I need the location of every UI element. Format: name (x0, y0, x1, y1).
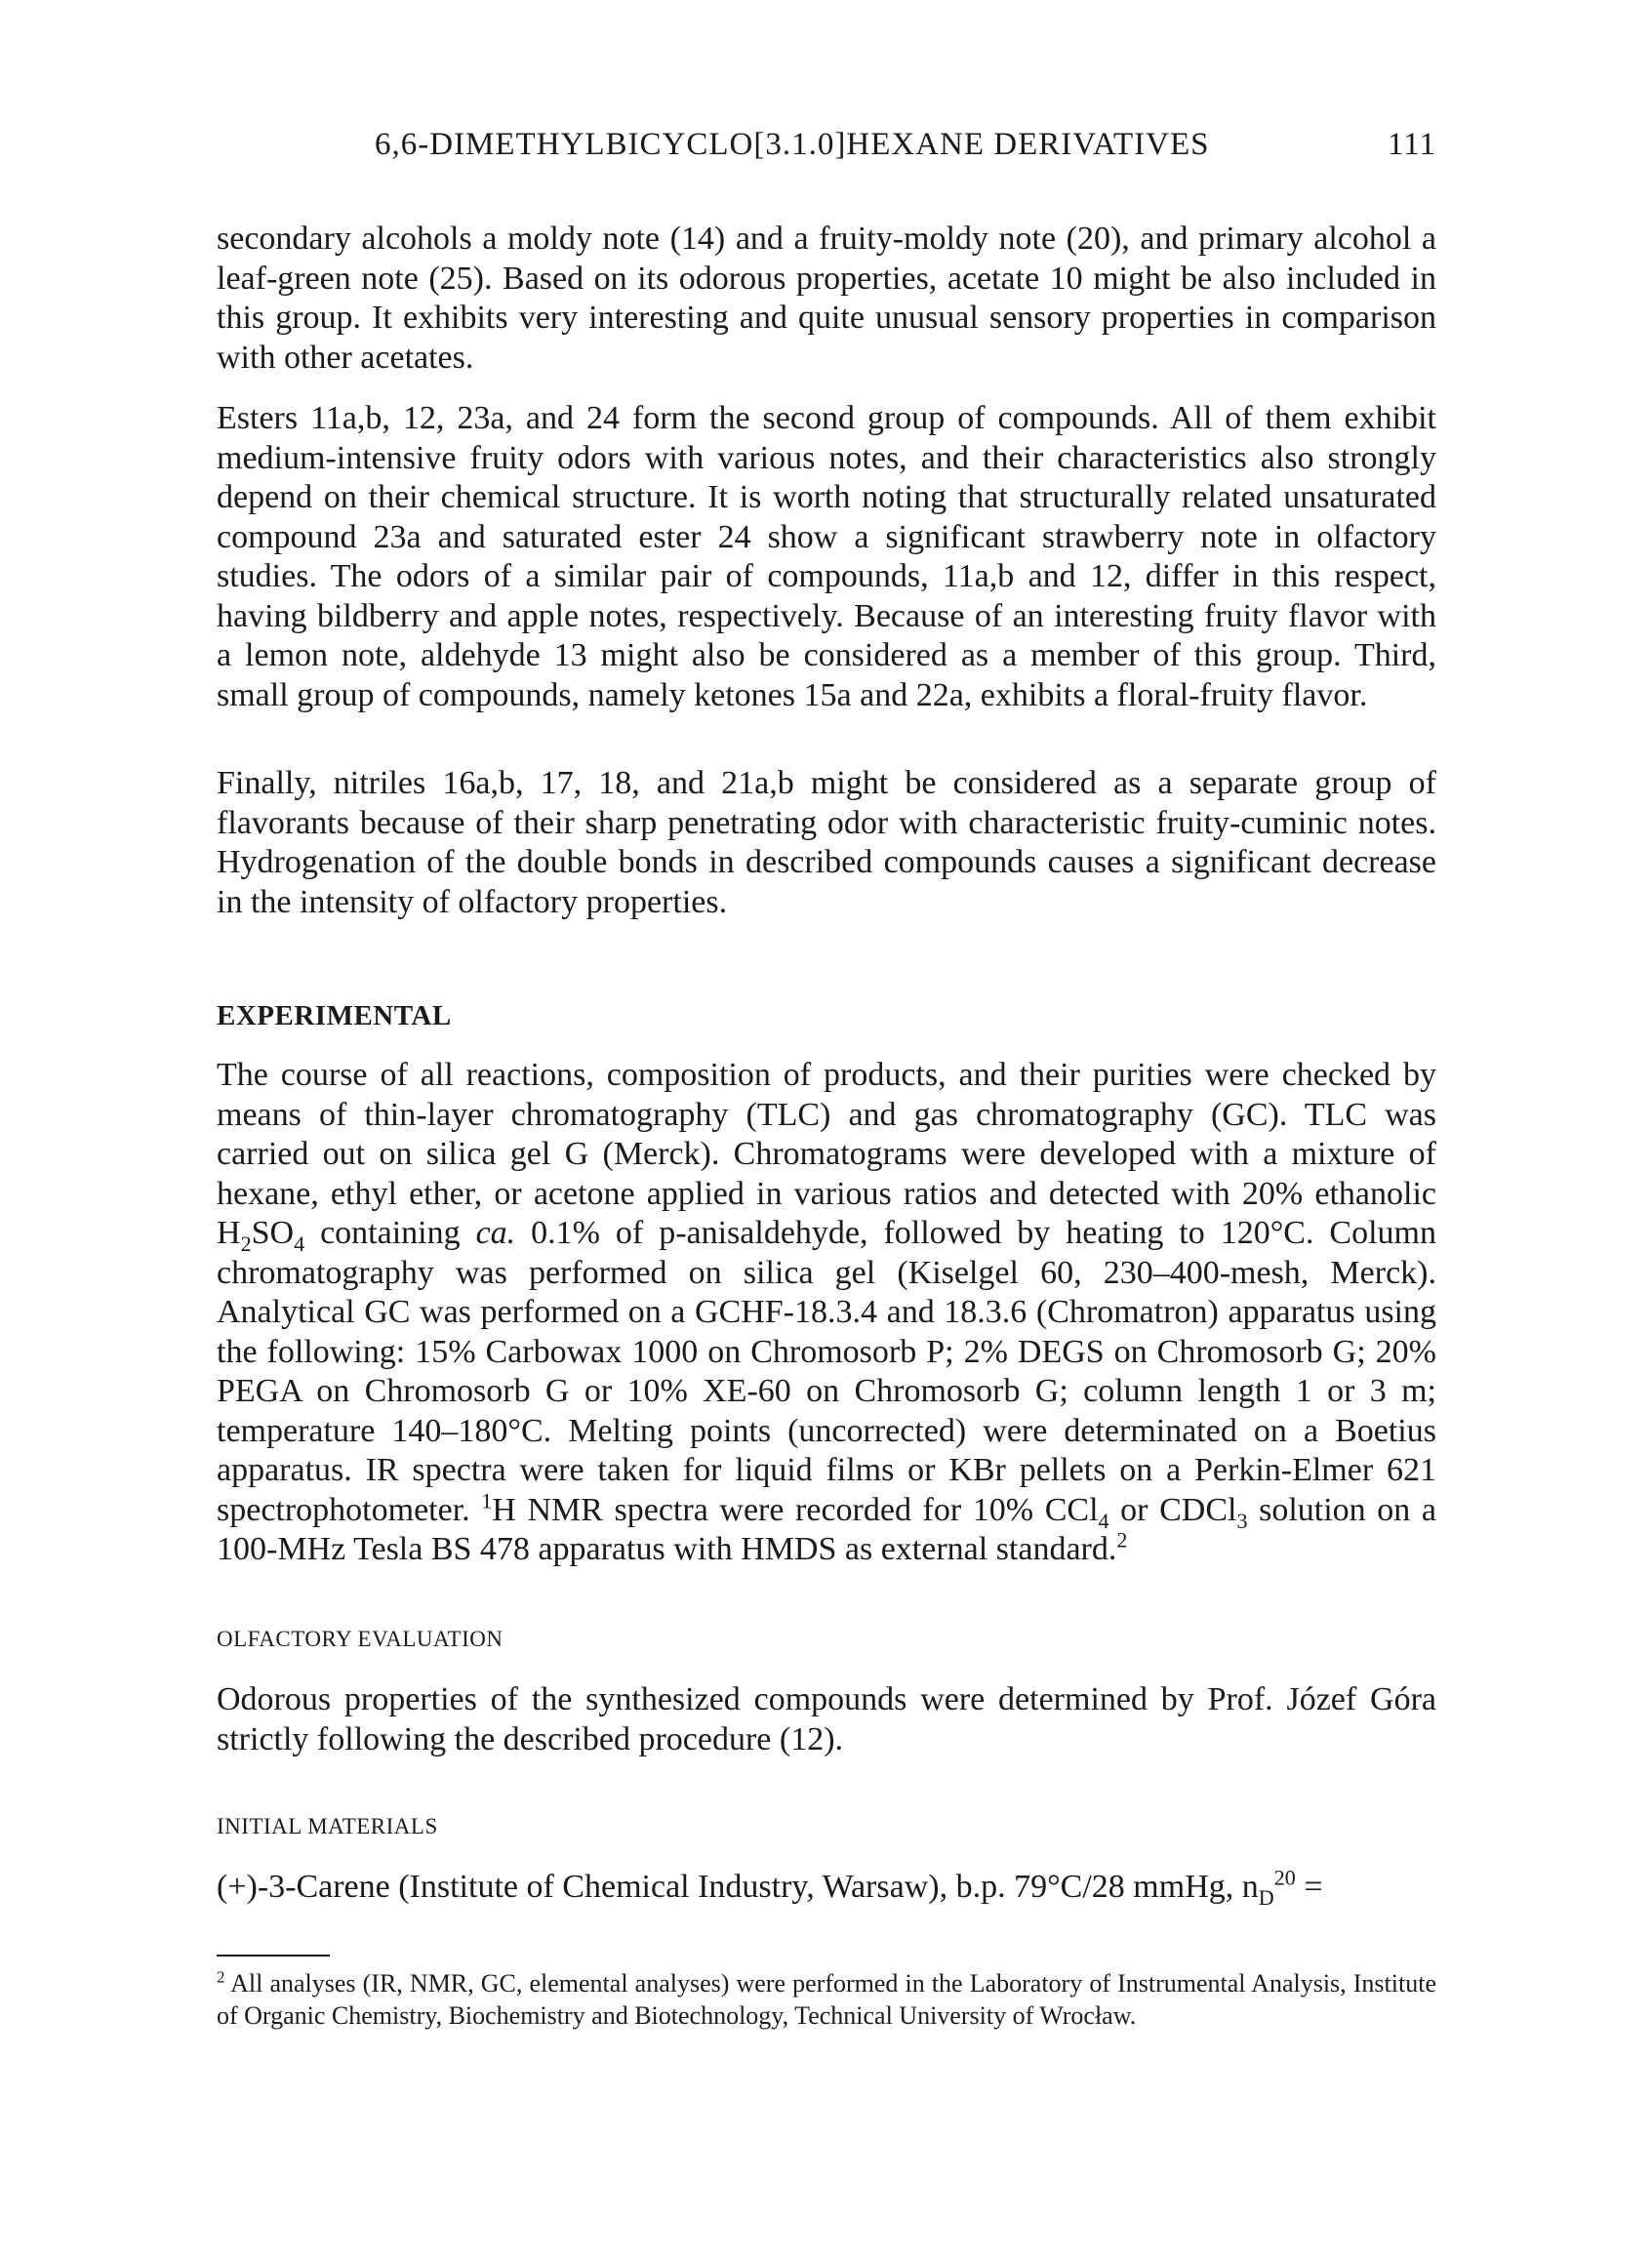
page-number: 111 (1387, 127, 1436, 162)
footnote (217, 1967, 1436, 2032)
running-header (375, 125, 1436, 164)
paragraph-initial-materials: (+)-3-Carene (Institute of Chemical Industry, Warsaw), b.p. 79°C/28 mmHg, $n_D^{20}$ = (217, 1865, 1323, 1910)
paragraph-experimental: The course of all reactions, composition of products, and their purities were checked by means of thin-layer chromatography (TLC) and gas chromatography (GC). TLC was carried out on silica gel G (Merck). Chromatograms were developed with a mixture of hexane, ethyl ether, or acetone applied in various ratios and detected with 20% ethanolic $H_2SO_4$ containing ca. 0.1% of p-anisaldehyde, followed by heating to 120°C. Column chromatography was performed on silica gel (Kiselgel 60, 230–400-mesh, Merck). Analytical GC was performed on a GCHF-18.3.4 and 18.3.6 (Chromatron) apparatus using the following: 15% Carbowax 1000 on Chromosorb P; 2% DEGS on Chromosorb G; 20% PEGA on Chromosorb G or 10% XE-60 on Chromosorb G; column length 1 or 3 m; temperature 140–180°C. Melting points (uncorrected) were determinated on a Boetius apparatus. IR spectra were taken for liquid films or KBr pellets on a Perkin-Elmer 621 spectrophotometer. $^1$H NMR spectra were recorded for 10% CCl$_4$ or CDCl$_3$ solution on a 100-MHz Tesla BS 478 apparatus with HMDS as external standard.$^2$ (217, 1057, 1436, 1567)
footnote-text: All analyses (IR, NMR, GC, elemental analyses) were performed in the Laboratory of Instrumental Analysis, Institute of Organic Chemistry, Biochemistry and Biotechnology, Technical University of Wrocław. (217, 1969, 1436, 2030)
running-title: 6,6-DIMETHYLBICYCLO[3.1.0]HEXANE DERIVATIVES (375, 127, 1210, 162)
footnote-divider (217, 1955, 330, 1957)
paragraph-olfactory: Odorous properties of the synthesized compounds were determined by Prof. Józef Góra strictly following the described procedure (12). (217, 1681, 1436, 1757)
paragraph-odor-group-1: secondary alcohols a moldy note (14) and a fruity-moldy note (20), and primary alcohol a leaf-green note (25). Based on its odorous properties, acetate 10 might be also included in this group. It exhibits very interesting and quite unusual sensory properties in comparison with other acetates. (217, 221, 1436, 376)
section-heading-experimental: EXPERIMENTAL (217, 1000, 452, 1031)
paragraph-esters: Esters 11a,b, 12, 23a, and 24 form the second group of compounds. All of them exhibit medium-intensive fruity odors with various notes, and their characteristics also strongly depend on their chemical structure. It is worth noting that structurally related unsaturated compound 23a and saturated ester 24 show a significant strawberry note in olfactory studies. The odors of a similar pair of compounds, 11a,b and 12, differ in this respect, having bildberry and apple notes, respectively. Because of an interesting fruity flavor with a lemon note, aldehyde 13 might also be considered as a member of this group. Third, small group of compounds, namely ketones 15a and 22a, exhibits a floral-fruity flavor. (217, 400, 1436, 713)
subsection-heading-initial-materials: INITIAL MATERIALS (217, 1814, 438, 1838)
paragraph-nitriles: Finally, nitriles 16a,b, 17, 18, and 21a,b might be considered as a separate group of flavorants because of their sharp penetrating odor with characteristic fruity-cuminic notes. Hydrogenation of the double bonds in described compounds causes a significant decrease in the intensity of olfactory properties. (217, 765, 1436, 920)
footnote-marker: 2 (217, 1967, 225, 1987)
subsection-heading-olfactory: OLFACTORY EVALUATION (217, 1627, 504, 1651)
footnote-reference: 2 (1116, 1527, 1128, 1553)
